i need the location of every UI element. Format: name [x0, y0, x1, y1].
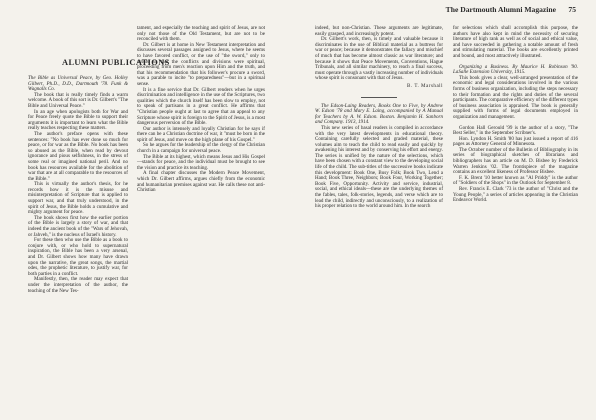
paragraph: So he argues for the leadership of the clergy of the Christian church in a campaign for universal peace. — [137, 142, 265, 155]
paragraph: Dr. Gilbert's work, then, is timely and valuable because it discriminates in the use of Biblical material as a buttress for war or peace; because it demonstrates the fallacy and mischief of much that has become almost classic as war literature; and because it shows that Peace Movements, Conventions, Hague Tribunals, and all similar machinery, to reach a final success, must operate through a vastly increasing number of individuals whose spirit is consonant with that of Jesus. — [315, 36, 443, 82]
news-item: F. K. Brent '10 better known as "Al Priddy" is the author of "Soldiers of the Shops" in the Outlook for September 8. — [453, 174, 578, 187]
paragraph: indeed, but non-Christian. These arguments are legitimate, easily grasped, and increasingly potent. — [315, 25, 443, 37]
review-citation: The Edson-Laing Readers, Books One to Five, by Andrew W. Edson '78 and Mary E. Laing, accompanied by A Manual for Teachers by A. W. Edson. Boston. Benjamin H. Sanborn and Company. 1913, 1914. — [315, 102, 443, 126]
column-2 — [137, 26, 265, 194]
paragraph: The book that is really timely finds a warm welcome. A book of this sort is Dr. Gilbert's "The Bible and Universal Peace." — [28, 91, 128, 109]
review-citation: The Bible as Universal Peace, by Geo. Holley Gilbert, Ph.D., D.D., Dartmouth '78. Funk & Wagnalls Co. — [28, 75, 128, 93]
news-item: Gordon Hall Gerould '99 is the author of a story, "The Best Seller," in the September Scribner's. — [453, 124, 578, 137]
running-header — [0, 5, 596, 19]
review-citation: Organizing a Business. By Maurice H. Robinson '90. LaSalle Extension University, 1915. — [453, 63, 578, 76]
paragraph: This new series of basal readers is compiled in accordance with the very latest developments in educational theory. Containing carefully selected and graded material, these volumes aim to teach the child to read easily and quickly by awakening his interest and by conserving his effort and energy. The series is unified by the nature of the selections, which have been chosen with a constant view to the developing social life of the child. The sub-titles of the successive books indicate this development: Book One, Busy Folk; Book Two, Lend a Hand; Book Three, Neighbors; Book Four, Working Together; Book Five, Opportunity. Activity and service, industrial, social, and ethical ideals—these are the underlying themes of the fables, tales, folk-stories, legends, and verse which are to lead the child, indirectly and unconsciously, to a realization of his proper relation to the world around him. In the search — [315, 124, 443, 210]
section-divider — [361, 97, 397, 98]
column-4 — [453, 26, 578, 204]
paragraph: The author's preface opens with these sentences: "No book has ever done so much for peace, or for war as the Bible. No book has been so abused as the Bible, when read by devout ignorance and pious selfishness, in the stress of some real or imagined national peril. And no book has resources available for the abolition of war that are at all comparable to the resources of the Bible." — [28, 130, 128, 182]
paragraph: for selections which shall accomplish this purpose, the authors have also kept in mind the necessity of securing literature of high rank as well as of social and ethical value, and have succeeded in gathering a notable amount of fresh and stimulating material. The books are excellently printed and bound, and most attractively illustrated. — [453, 25, 578, 59]
paragraph: A final chapter discusses the Modern Peace Movement, which Dr. Gilbert affirms, argues chiefly from the economic and humanitarian premises against war. He calls these not anti-Christian — [137, 170, 265, 194]
news-item: The October number of the Bulletin of Bibliography in its series of biographical sketches of librarians and bibliographers has an article on M. D. Bisbee by Frederick Warren Jenkins '02. The frontispiece of the magazine contains an excellent likeness of Professor Bisbee. — [453, 146, 578, 176]
section-title: ALUMNI PUBLICATIONS — [62, 58, 170, 67]
paragraph: Dr. Gilbert is at home in New Testament interpretation and discusses several passages assigned to Jesus, where he seems to have favored conflict, or the use of "the sword," only to assure us that the conflicts and divisions were spiritual, proceeding from men's reaction upon Him and the truth, and that his recommendation that his follower's procure a sword, was a parable to incite "to preparedness"—but in a spiritual sense. — [137, 41, 265, 87]
paragraph: In an age when apologists both for War and for Peace freely quote the Bible to support their arguments it is important to learn what the Bible really teaches respecting these matters. — [28, 108, 128, 132]
paragraph: This book gives a clear, well-arranged presentation of the economic and legal considerations involved in the various forms of business organization, including the steps necessary to their formation and the rights and duties of the several participants. The comparative efficiency of the different types of business association is appraised. The book is generally supplied with forms of legal documents employed in organization and management. — [453, 74, 578, 120]
magazine-title: The Dartmouth Alumni Magazine — [445, 5, 556, 14]
paragraph: It is a fine service that Dr. Gilbert renders when he urges discrimination and intelligence in the use of the Scriptures, two qualities which the church itself has been slow to employ, not to speak of partisans in a great conflict. He affirms that "Christian people ought at last to agree that an appeal to any Scripture whose spirit is foreign to the Spirit of Jesus, is a most dangerous perversion of the Bible. — [137, 86, 265, 127]
column-3 — [315, 26, 443, 210]
paragraph: tament, and especially the teaching and spirit of Jesus, are not only not those of the Old Testament, but are not to be reconciled with them. — [137, 25, 265, 43]
news-item: Hon. Lyndon H. Smith '80 has just issued a report of 416 pages as Attorney General of Minnesota. — [453, 135, 578, 148]
news-item: Rev. Francis E. Clark '73 is the author of "Christ and the Young People," a series of articles appearing in the Christian Endeavor World. — [453, 186, 578, 204]
paragraph: The book shows first how the earlier portion of the Bible is largely a story of war, and that indeed the ancient book of the "Wars of Jehovah, or Jahveh," is the nucleus of Israel's history. — [28, 214, 128, 238]
reviewer-signature: B. T. Marshall — [407, 82, 443, 89]
paragraph: For these then who use the Bible as a book to conjure with, or who hold to supernatural inspiration, the Bible has been a very arsenal, and Dr. Gilbert shows how many have drawn upon the narrative, the great songs, the martial odes, the prophetic literature, to justify war, for both parties in a conflict. — [28, 237, 128, 277]
paragraph: This is virtually the author's thesis, for he records how it is the misuse and misinterpretation of Scripture that is applied to support war, and that truly understood, in the spirit of Jesus, the Bible holds a cumulative and mighty argument for peace. — [28, 181, 128, 216]
paragraph: Manifestly, then, the reader may expect that under the interpretation of the author, the teaching of the New Tes- — [28, 276, 128, 294]
page-number: 75 — [568, 5, 576, 14]
column-1 — [28, 76, 128, 294]
paragraph: The Bible at its highest, which means Jesus and His Gospel—stands for peace, and the individual must be brought to see the vision and practice its teaching. — [137, 153, 265, 171]
paragraph: Our author is intensely and loyally Christian for he says if there can be a Christian doctrine of war, it "must be born in the spirit of Jesus, and move on the high plane of his Gospel." — [137, 125, 265, 143]
